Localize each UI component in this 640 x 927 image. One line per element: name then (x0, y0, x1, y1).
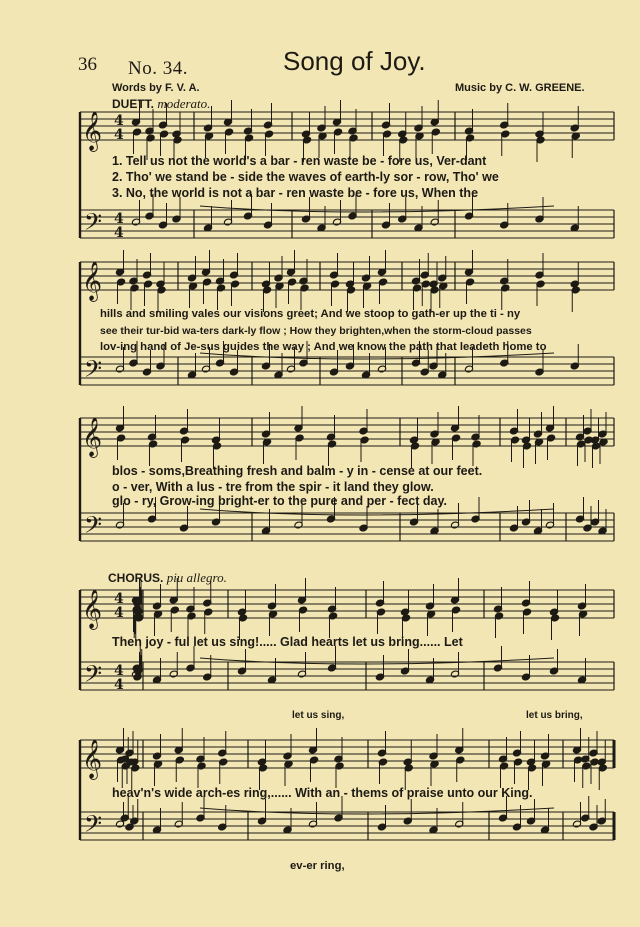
time-signature-denominator: 4 (114, 127, 124, 143)
lyric-s5-chorus: heav'n's wide arch-es ring,...... With an - thems of praise unto our King. (112, 786, 533, 800)
lyric-s3-v2: o - ver, With a lus - tre from the spir - it land they glow. (112, 480, 434, 494)
lyric-s4-chorus: Then joy - ful let us sing!..... Glad hearts let us bring...... Let (112, 635, 463, 649)
slur (200, 658, 554, 664)
bass-cue-let-us-bring: let us bring, (526, 710, 583, 721)
lyric-s2-v3: lov-ing hand of Je-sus guides the way ; And we know the path that leadeth home to (100, 341, 547, 353)
time-signature-numerator: 4 (114, 591, 124, 607)
bass-clef-icon: 𝄢 (84, 511, 103, 544)
time-signature-denominator: 4 (114, 677, 124, 693)
page-title: Song of Joy. (283, 46, 426, 76)
lyric-s2-v1: hills and smiling vales our visions greet; And we stoop to gath-er up the ti - ny (100, 308, 521, 320)
time-signature-numerator: 4 (114, 113, 124, 129)
tempo-marking-chorus (108, 570, 227, 586)
bass-clef-icon: 𝄢 (84, 208, 103, 241)
slur (200, 353, 554, 359)
time-signature-denominator: 4 (114, 225, 124, 241)
time-signature-numerator: 4 (114, 211, 124, 227)
bass-clef-icon: 𝄢 (84, 355, 103, 388)
bass-clef-icon: 𝄢 (84, 810, 103, 843)
time-signature-denominator: 4 (114, 605, 124, 621)
lyric-s3-v1: blos - soms,Breathing fresh and balm - y in - cense at our feet. (112, 464, 483, 478)
lyric-s1-v2: 2. Tho' we stand be - side the waves of earth-ly sor - row, Tho' we (112, 170, 499, 184)
hymn-number: No. 34. (128, 58, 188, 79)
treble-clef-icon: 𝄞 (82, 739, 103, 779)
tempo-label: CHORUS. (108, 571, 164, 585)
tempo-label: DUETT. (112, 97, 154, 111)
slur (200, 808, 554, 814)
tempo-marking-duett (112, 96, 210, 112)
lyric-s3-v3: glo - ry, Grow-ing bright-er to the pure and per - fect day. (112, 494, 447, 508)
treble-clef-icon: 𝄞 (82, 261, 103, 301)
words-credit: Words by F. V. A. (112, 82, 200, 94)
slur (200, 509, 554, 515)
treble-clef-icon: 𝄞 (82, 417, 103, 457)
slur (200, 206, 554, 212)
tempo-italic: moderato. (157, 96, 211, 111)
bass-cue-ever-ring: ev-er ring, (290, 860, 345, 872)
lyric-s1-v3: 3. No, the world is not a bar - ren waste be - fore us, When the (112, 186, 479, 200)
music-credit: Music by C. W. GREENE. (455, 82, 585, 94)
time-signature-numerator: 4 (114, 663, 124, 679)
lyric-s2-v2: see their tur-bid wa-ters dark-ly flow ; How they brighten,when the storm-cloud passes (100, 325, 532, 337)
lyric-s1-v1: 1. Tell us not the world's a bar - ren waste be - fore us, Ver-dant (112, 154, 487, 168)
treble-clef-icon: 𝄞 (82, 111, 103, 151)
page-number: 36 (78, 54, 97, 75)
treble-clef-icon: 𝄞 (82, 589, 103, 629)
bass-cue-let-us-sing: let us sing, (292, 710, 345, 721)
tempo-italic: piu allegro. (166, 570, 227, 585)
bass-clef-icon: 𝄢 (84, 660, 103, 693)
